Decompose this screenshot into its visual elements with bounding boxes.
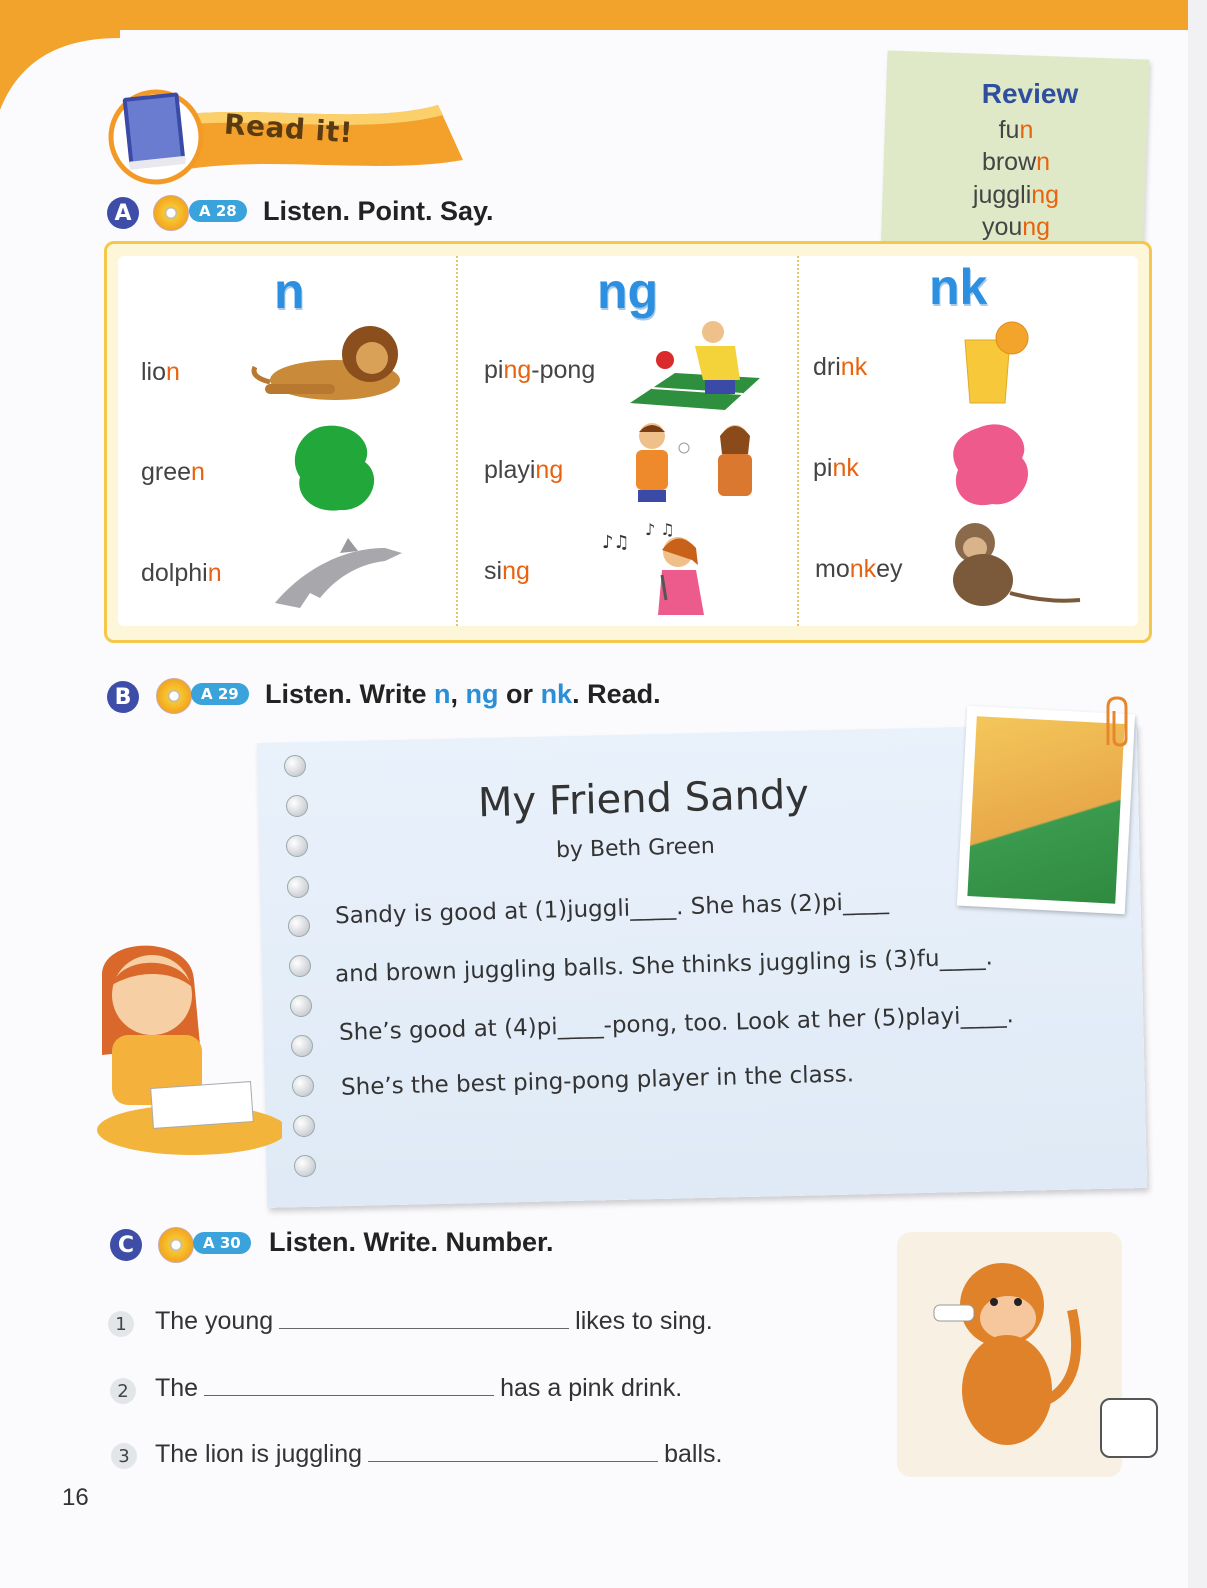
ping-pong-icon [625, 318, 765, 413]
pink-blob-icon [950, 420, 1032, 510]
item-number: 2 [110, 1378, 136, 1404]
review-word: fun [998, 116, 1034, 144]
spiral-ring [292, 1075, 314, 1097]
svg-text:♪♫: ♪♫ [602, 532, 630, 553]
drink-glass-icon [960, 318, 1030, 408]
page-edge [1188, 0, 1207, 1588]
word-drink: drink [813, 353, 868, 381]
page-number: 16 [62, 1484, 89, 1511]
section-c-title: Listen. Write. Number. [269, 1227, 554, 1257]
word-playing: playing [484, 456, 564, 484]
story-line: and brown juggling balls. She thinks juggling is (3)fu____. [334, 944, 994, 988]
answer-box[interactable] [1100, 1398, 1158, 1458]
word-dolphin: dolphin [141, 559, 222, 587]
monkey-icon [935, 518, 1085, 610]
svg-text:♪ ♫: ♪ ♫ [645, 520, 675, 539]
story-author: by Beth Green [555, 833, 716, 864]
corner-curve [0, 0, 120, 120]
singing-girl-icon [600, 520, 720, 620]
dolphin-icon [270, 533, 405, 613]
section-b-title: Listen. Write n, ng or nk. Read. [265, 679, 661, 709]
spiral-ring [294, 1155, 316, 1177]
spiral-ring [286, 835, 308, 857]
column-divider [456, 256, 458, 626]
audio-cd-icon[interactable] [156, 678, 192, 714]
answer-blank[interactable] [279, 1306, 569, 1329]
column-header-nk: nk [929, 259, 988, 315]
track-label: A 29 [191, 683, 249, 705]
spiral-ring [287, 876, 309, 898]
spiral-ring [293, 1115, 315, 1137]
word-monkey: monkey [815, 555, 903, 583]
audio-cd-icon[interactable] [158, 1227, 194, 1263]
spiral-ring [286, 795, 308, 817]
answer-blank[interactable] [368, 1439, 658, 1462]
column-header-n: n [274, 263, 305, 319]
story-line: She’s the best ping-pong player in the class. [340, 1061, 855, 1101]
item-number: 3 [111, 1443, 137, 1469]
story-line: Sandy is good at (1)juggli____. She has (2)pi____ [334, 888, 890, 930]
review-word: young [981, 213, 1051, 241]
track-label: A 28 [189, 200, 247, 222]
spiral-ring [288, 915, 310, 937]
word-ping-pong: ping-pong [484, 356, 596, 384]
spiral-ring [284, 755, 306, 777]
review-title: Review [981, 78, 1079, 109]
item-number: 1 [108, 1311, 134, 1337]
paperclip-icon [1100, 695, 1134, 751]
review-word: juggling [972, 181, 1060, 209]
story-title: My Friend Sandy [477, 771, 810, 827]
monkey-drinking-illustration [922, 1250, 1097, 1460]
exercise-sentence: The young likes to sing. [155, 1307, 713, 1335]
top-orange-bar [0, 0, 1207, 30]
answer-blank[interactable] [204, 1373, 494, 1396]
story-line: She’s good at (4)pi____-pong, too. Look at her (5)playi____. [338, 1002, 1015, 1046]
column-header-ng: ng [597, 263, 659, 319]
spiral-ring [291, 1035, 313, 1057]
spiral-ring [289, 955, 311, 977]
page-title: Read it! [223, 107, 354, 150]
column-divider [797, 256, 799, 626]
audio-cd-icon[interactable] [153, 195, 189, 231]
section-a-badge: A [107, 197, 139, 229]
spiral-ring [290, 995, 312, 1017]
exercise-sentence: The lion is juggling balls. [155, 1440, 723, 1468]
section-c-badge: C [110, 1229, 142, 1261]
lion-icon [245, 322, 410, 407]
girl-writing-illustration [82, 935, 282, 1160]
section-b-badge: B [107, 681, 139, 713]
exercise-sentence: The has a pink drink. [155, 1374, 683, 1402]
word-lion: lion [141, 358, 180, 386]
section-a-title: Listen. Point. Say. [263, 196, 494, 226]
word-sing: sing [484, 557, 530, 585]
word-pink: pink [813, 454, 859, 482]
playing-kids-icon [630, 420, 760, 505]
green-blob-icon [290, 422, 378, 518]
word-green: green [141, 458, 205, 486]
track-label: A 30 [193, 1232, 251, 1254]
review-word: brown [981, 148, 1051, 176]
